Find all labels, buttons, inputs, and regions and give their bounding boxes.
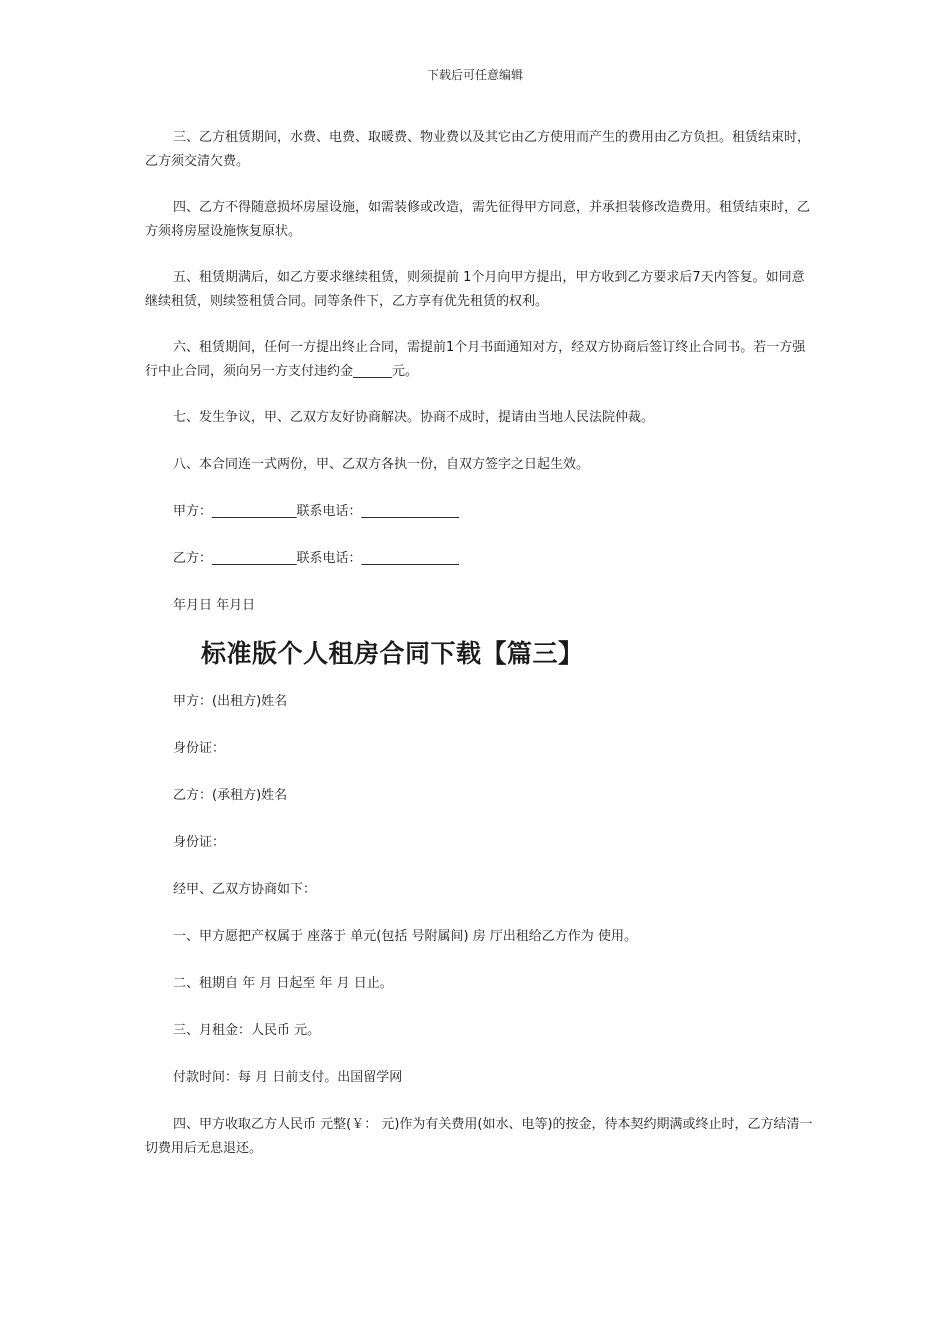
party-b-name-line: 乙方：(承租方)姓名 [173, 788, 288, 803]
clause-1-property: 一、甲方愿把产权属于 座落于 单元(包括 号附属间) 房 厅出租给乙方作为 使用。 [173, 929, 637, 944]
party-b-id-line: 身份证： [173, 835, 226, 850]
party-a-signature-line: 甲方：_____________联系电话：_______________ [173, 504, 460, 519]
clause-2-term: 二、租期自 年 月 日起至 年 月 日止。 [173, 976, 393, 991]
section-title: 标准版个人租房合同下载【篇三】 [201, 639, 584, 668]
clause-7-dispute: 七、发生争议，甲、乙双方友好协商解决。协商不成时，提请由当地人民法院仲裁。 [173, 410, 655, 425]
party-a-id-line: 身份证： [173, 741, 226, 756]
document-body [145, 126, 817, 1161]
party-b-signature-line: 乙方：_____________联系电话：_______________ [173, 551, 460, 566]
clause-3-fees: 三、乙方租赁期间，水费、电费、取暖费、物业费以及其它由乙方使用而产生的费用由乙方负担。租赁结束时，乙方须交清欠费。 [145, 130, 811, 169]
page-header: 下载后可任意编辑 [426, 68, 523, 82]
party-a-name-line: 甲方：(出租方)姓名 [173, 694, 288, 709]
payment-time: 付款时间：每 月 日前支付。出国留学网 [173, 1070, 403, 1085]
clause-5-renewal: 五、租赁期满后，如乙方要求继续租赁，则须提前 1个月向甲方提出，甲方收到乙方要求后7天内答复。如同意继续租赁，则续签租赁合同。同等条件下，乙方享有优先租赁的权利。 [145, 270, 805, 309]
agreement-intro: 经甲、乙双方协商如下： [173, 882, 317, 897]
clause-4-facilities: 四、乙方不得随意损坏房屋设施，如需装修或改造，需先征得甲方同意，并承担装修改造费用。租赁结束时，乙方须将房屋设施恢复原状。 [145, 200, 811, 239]
clause-8-copies: 八、本合同连一式两份，甲、乙双方各执一份，自双方签字之日起生效。 [173, 457, 590, 472]
clause-4-deposit: 四、甲方收取乙方人民币 元整(￥： 元)作为有关费用(如水、电等)的按金，待本契约期满或终止时，乙方结清一切费用后无息退还。 [145, 1117, 813, 1156]
clause-6-termination: 六、租赁期间，任何一方提出终止合同，需提前1个月书面通知对方，经双方协商后签订终止合同书。若一方强行中止合同，须向另一方支付违约金______元。 [145, 340, 806, 379]
signature-dates: 年月日 年月日 [173, 598, 256, 613]
clause-3-rent: 三、月租金：人民币 元。 [173, 1023, 321, 1038]
